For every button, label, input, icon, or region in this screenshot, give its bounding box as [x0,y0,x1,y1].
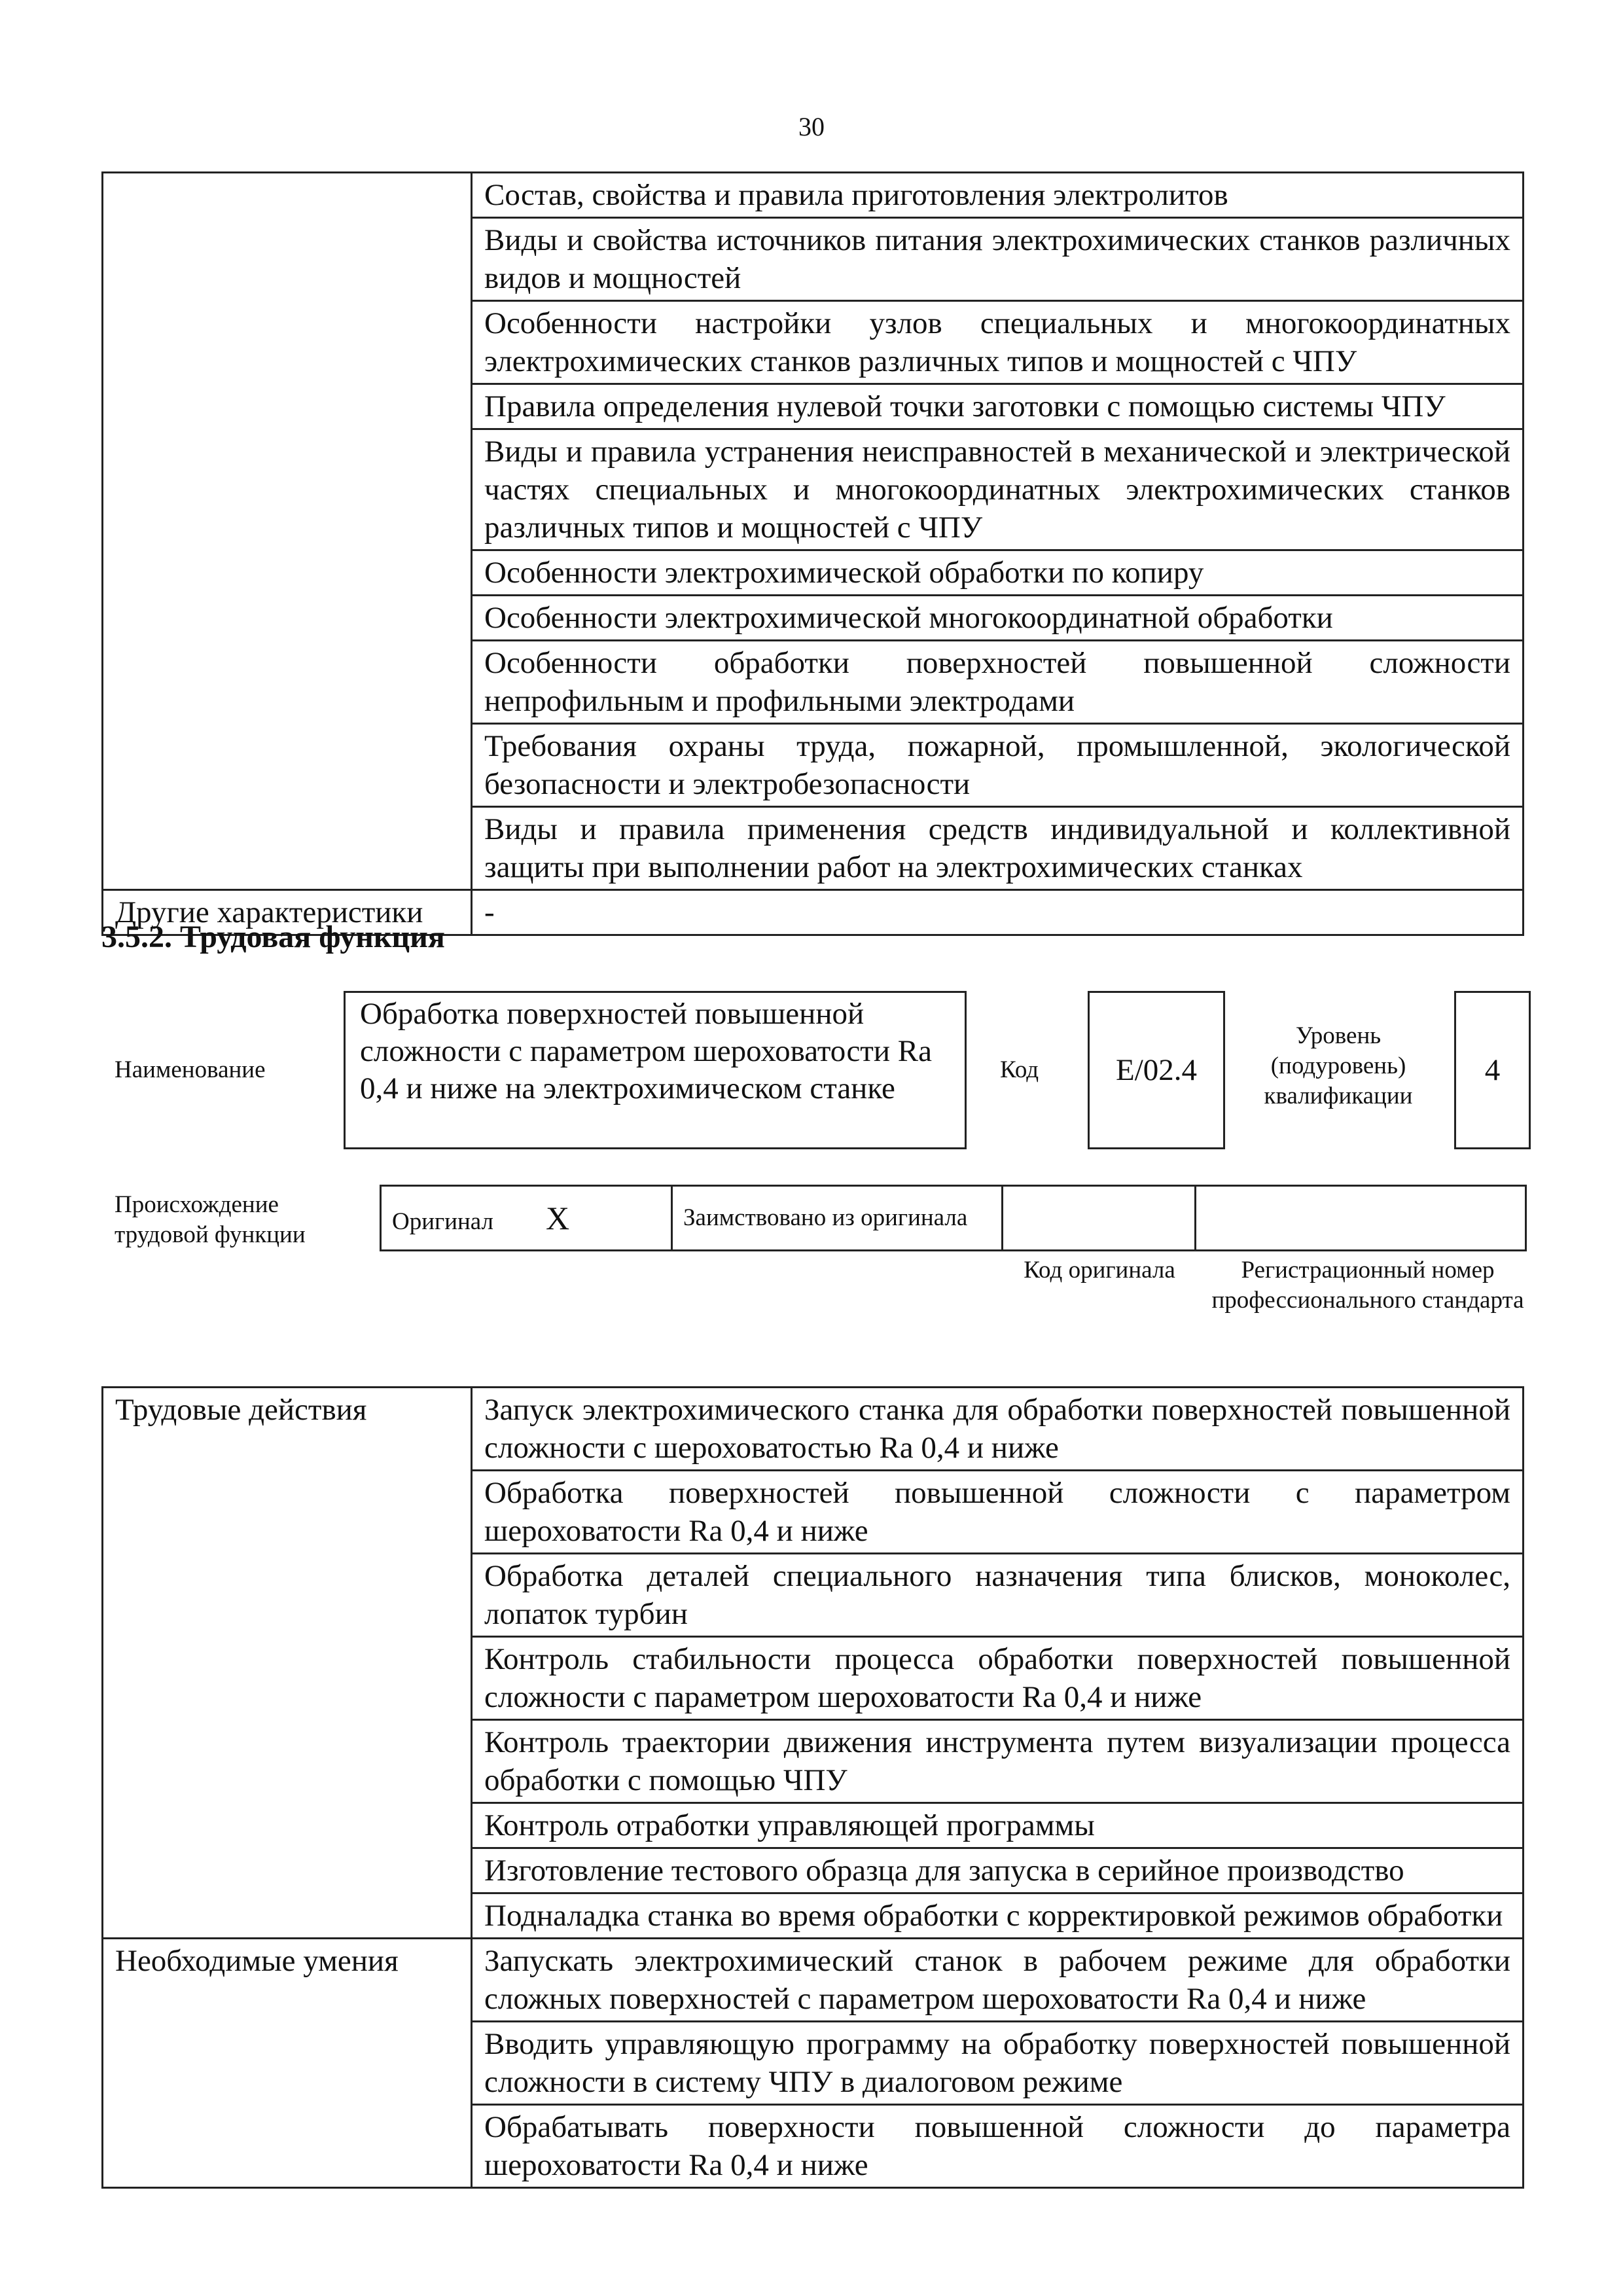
table-cell: Контроль траектории движения инструмента путем визуализации процесса обработки с помощью ЧПУ [472,1720,1524,1803]
table-cell: Виды и свойства источников питания электрохимических станков различных видов и мощностей [472,218,1524,301]
table-cell: Особенности электрохимической многокоординатной обработки [472,596,1524,641]
table-cell: Виды и правила устранения неисправностей в механической и электрической частях специальных и многокоординатных электрохимических станков различных типов и мощностей с ЧПУ [472,429,1524,550]
code-label: Код [1000,1056,1039,1083]
required-skills-label: Необходимые умения [103,1939,472,2188]
other-characteristics-label: Другие характеристики [103,890,472,935]
row-label-empty [103,173,472,890]
table-cell: Контроль стабильности процесса обработки поверхностей повышенной сложности с параметром шероховатости Ra 0,4 и ниже [472,1637,1524,1720]
table-cell: Запускать электрохимический станок в рабочем режиме для обработки сложных поверхностей с параметром шероховатости Ra 0,4 и ниже [472,1939,1524,2022]
original-label: Оригинал [392,1208,494,1235]
original-mark: X [546,1200,570,1236]
original-cell [381,1186,672,1251]
table-cell: Изготовление тестового образца для запуска в серийное производство [472,1848,1524,1893]
borrowed-cell: Заимствовано из оригинала [672,1186,1003,1251]
original-code-cell [1003,1186,1196,1251]
table-cell: Особенности электрохимической обработки по копиру [472,550,1524,596]
table-cell: Контроль отработки управляющей программы [472,1803,1524,1848]
table-row [381,1186,1526,1251]
table-cell: Особенности настройки узлов специальных и многокоординатных электрохимических станков различных типов и мощностей с ЧПУ [472,301,1524,384]
table-row [103,1939,1524,2022]
function-name-box: Обработка поверхностей повышенной сложности с параметром шероховатости Ra 0,4 и ниже на электрохимическом станке [344,991,967,1149]
knowledge-table [101,171,1524,936]
table-cell: Правила определения нулевой точки заготовки с помощью системы ЧПУ [472,384,1524,429]
table-cell: Обработка деталей специального назначения типа блисков, моноколес, лопаток турбин [472,1554,1524,1637]
origin-table [380,1185,1527,1251]
origin-label: Происхождение трудовой функции [115,1191,306,1248]
table-cell: Подналадка станка во время обработки с корректировкой режимов обработки [472,1893,1524,1939]
table-cell: Состав, свойства и правила приготовления электролитов [472,173,1524,218]
qualification-level-label: Уровень (подуровень) квалификации [1264,1022,1413,1109]
table-cell: Обработка поверхностей повышенной сложности с параметром шероховатости Ra 0,4 и ниже [472,1471,1524,1554]
registration-number-cell [1196,1186,1526,1251]
original-code-caption: Код оригинала [1024,1257,1175,1283]
table-cell: Запуск электрохимического станка для обработки поверхностей повышенной сложности с шероховатостью Ra 0,4 и ниже [472,1388,1524,1471]
table-row [103,1388,1524,1471]
table-cell: Вводить управляющую программу на обработку поверхностей повышенной сложности в систему ЧПУ в диалоговом режиме [472,2022,1524,2105]
section-heading: 3.5.2. Трудовая функция [101,920,445,954]
table-cell: Обрабатывать поверхности повышенной сложности до параметра шероховатости Ra 0,4 и ниже [472,2105,1524,2188]
function-code-box: E/02.4 [1088,991,1225,1149]
registration-number-caption: Регистрационный номер профессионального стандарта [1211,1257,1524,1314]
qualification-level-box: 4 [1454,991,1531,1149]
page-number: 30 [798,112,825,141]
table-cell: Виды и правила применения средств индивидуальной и коллективной защиты при выполнении работ на электрохимических станках [472,807,1524,890]
other-characteristics-value: - [472,890,1524,935]
table-cell: Требования охраны труда, пожарной, промышленной, экологической безопасности и электробезопасности [472,724,1524,807]
name-label: Наименование [115,1056,266,1083]
table-row [103,173,1524,218]
actions-table [101,1386,1524,2189]
table-cell: Особенности обработки поверхностей повышенной сложности непрофильным и профильными электродами [472,641,1524,724]
labor-actions-label: Трудовые действия [103,1388,472,1939]
